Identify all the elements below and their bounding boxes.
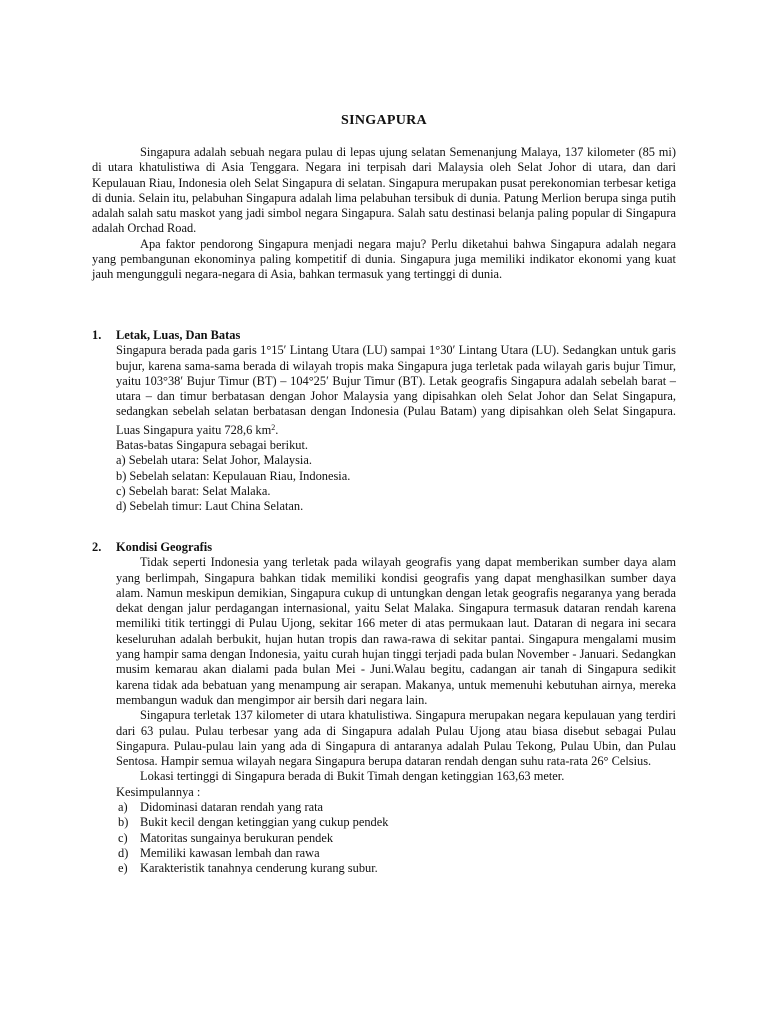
section-heading (92, 540, 676, 555)
section-heading-text: Letak, Luas, Dan Batas (116, 328, 241, 342)
geography-paragraph-2: Singapura terletak 137 kilometer di utara khatulistiwa. Singapura merupakan negara kepulauan yang terdiri dari 63 pulau. Pulau terbesar yang ada di Singapura adalah Pulau Ujong atau biasa disebut sebagai Pulau Singapura. Pulau-pulau lain yang ada di Singapura di antaranya adalah Pulau Tekong, Pulau Ubin, dan Pulau Sentosa. Hampir semua wilayah negara Singapura berupa dataran rendah dengan suhu rata-rata 26° Celsius. (116, 708, 676, 769)
location-paragraph (116, 343, 676, 438)
list-item (116, 831, 676, 846)
intro-paragraph-1: Singapura adalah sebuah negara pulau di lepas ujung selatan Semenanjung Malaya, 137 kilometer (85 mi) di utara khatulistiwa di Asia Tenggara. Negara ini terpisah dari Malaysia oleh Selat Johor di utara, dan dari Kepulauan Riau, Indonesia oleh Selat Singapura di selatan. Singapura merupakan pusat perekonomian terbesar ketiga di dunia. Selain itu, pelabuhan Singapura adalah lima pelabuhan tersibuk di dunia. Patung Merlion berupa singa putih adalah salah satu maskot yang jadi simbol negara Singapura. Salah satu destinasi belanja paling popular di Singapura adalah Orchad Road. (92, 145, 676, 236)
borders-intro: Batas-batas Singapura sebagai berikut. (116, 438, 308, 453)
section-heading (92, 328, 676, 343)
list-marker: a) (118, 800, 128, 815)
border-item: b) Sebelah selatan: Kepulauan Riau, Indonesia. (116, 468, 351, 483)
list-marker: e) (118, 861, 128, 876)
list-item (116, 815, 676, 830)
list-item-text: Didominasi dataran rendah yang rata (140, 800, 324, 815)
list-item (116, 800, 676, 815)
section-body (116, 555, 676, 876)
border-item: c) Sebelah barat: Selat Malaka. (116, 483, 271, 498)
list-item-text: Karakteristik tanahnya cenderung kurang subur. (140, 861, 378, 876)
list-item (116, 846, 676, 861)
area-end: . (275, 422, 279, 437)
intro-section (92, 145, 676, 283)
location-paragraph-text: Singapura berada pada garis 1°15′ Lintang Utara (LU) sampai 1°30′ Lintang Utara (LU). Sedangkan untuk garis bujur, karena sama-sama berada di wilayah tropis maka Singapura juga terletak pada wilayah garis bujur Timur, yaitu 103°38′ Bujur Timur (BT) – 104°25′ Bujur Timur (BT). Letak geografis Singapura adalah sebelah barat – utara – dan timur berbatasan dengan Johor Malaysia yang dipisahkan oleh Selat Johor dan Selat Singapura, sedangkan sebelah selatan berbatasan dengan Indonesia (Pulau Batam) yang dipisahkan oleh Selat Singapura. Luas Singapura yaitu 728,6 km (116, 343, 676, 437)
geography-paragraph-3: Lokasi tertinggi di Singapura berada di Bukit Timah dengan ketinggian 163,63 meter. (140, 769, 565, 784)
section-kondisi-geografis (92, 540, 676, 877)
list-marker: c) (118, 830, 128, 845)
list-marker: b) (118, 815, 129, 830)
section-number: 2. (92, 540, 102, 554)
section-body (116, 343, 676, 514)
list-item-text: Memiliki kawasan lembah dan rawa (140, 845, 320, 860)
area-superscript: 2 (271, 422, 276, 432)
section-letak-luas-batas (92, 328, 676, 515)
intro-paragraph-2: Apa faktor pendorong Singapura menjadi negara maju? Perlu diketahui bahwa Singapura adalah negara yang pembangunan ekonominya paling kompetitif di dunia. Singapura juga memiliki indikator ekonomi yang kuat jauh mengungguli negara-negara di Asia, bahkan termasuk yang tertinggi di dunia. (92, 236, 676, 282)
list-item-text: Matoritas sungainya berukuran pendek (140, 830, 334, 845)
geography-paragraph-1: Tidak seperti Indonesia yang terletak pada wilayah geografis yang dapat memberikan sumber daya alam yang berlimpah, Singapura bahkan tidak memiliki kondisi geografis yang dapat menghasilkan sumber daya alam. Namun meskipun demikian, Singapura cukup di untungkan dengan letak geografis negaranya yang berada dekat dengan jalur perdagangan internasional, yaitu Selat Malaka. Singapura termasuk dataran rendah karena memiliki titik tertinggi di Pulau Ujong, sekitar 166 meter di atas permukaan laut. Dataran di negara ini secara keseluruhan adalah berbukit, hujan hutan tropis dan rawa-rawa di sekitar pantai. Singapura mengalami musim yang hampir sama dengan Indonesia, yaitu curah hujan tinggi terjadi pada bulan November - Januari. Sedangkan musim kemarau akan dialami pada bulan Mei - Juni.Walau begitu, cadangan air tanah di Singapura sedikit karena tidak ada bebatuan yang menampung air serapan. Makanya, untuk memenuhi kebutuhan airnya, mereka membangun waduk dan mengimpor air bersih dari negara lain. (116, 555, 676, 707)
section-number: 1. (92, 328, 102, 342)
list-item (116, 861, 676, 876)
list-marker: d) (118, 845, 129, 860)
list-item-text: Bukit kecil dengan ketinggian yang cukup pendek (140, 815, 389, 830)
conclusion-label: Kesimpulannya : (116, 784, 201, 799)
border-item: a) Sebelah utara: Selat Johor, Malaysia. (116, 453, 312, 468)
section-heading-text: Kondisi Geografis (116, 540, 213, 554)
document-title: SINGAPURA (341, 113, 427, 128)
conclusion-list (116, 800, 676, 876)
border-item: d) Sebelah timur: Laut China Selatan. (116, 499, 304, 514)
